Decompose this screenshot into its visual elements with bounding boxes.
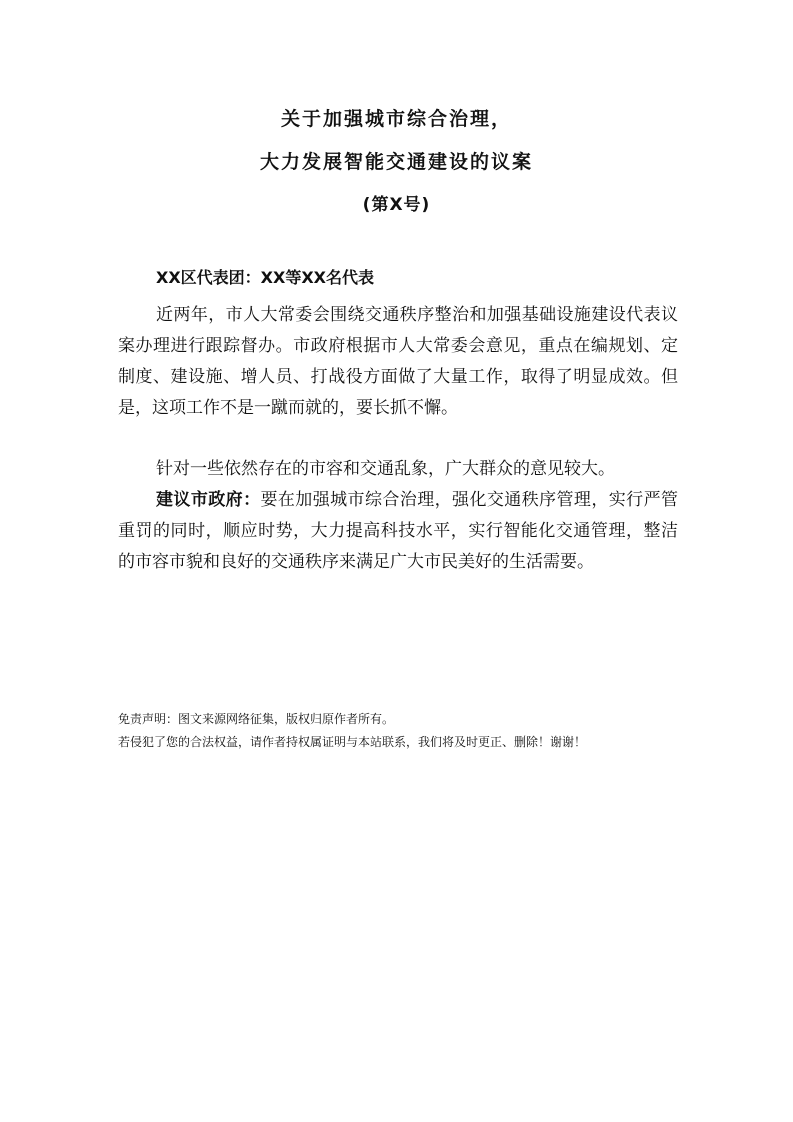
disclaimer-line-2: 若侵犯了您的合法权益，请作者持权属证明与本站联系，我们将及时更正、删除！谢谢！ — [118, 735, 587, 749]
paragraph-3-body: 要在加强城市综合治理，强化交通秩序管理，实行严管重罚的同时，顺应时势，大力提高科技水平，实行智能化交通管理，整洁的市容市貌和良好的交通秩序来满足广大市民美好的生活需要。 — [118, 490, 679, 572]
paragraph-1: 近两年，市人大常委会围绕交通秩序整治和加强基础设施建设代表议案办理进行跟踪督办。市政府根据市人大常委会意见，重点在编规划、定制度、建设施、增人员、打战役方面做了大量工作，取得了明显成效。但是，这项工作不是一蹴而就的，要长抓不懈。 — [118, 305, 678, 418]
paragraph-3 — [118, 485, 678, 578]
title-line-2: 大力发展智能交通建设的议案 — [259, 151, 533, 173]
disclaimer-line-1: 免责声明：图文来源网络征集，版权归原作者所有。 — [118, 712, 395, 726]
title-line-1: 关于加强城市综合治理， — [280, 108, 512, 130]
paragraph-3-lead: 建议市政府： — [156, 490, 261, 510]
proposal-number: (第X号) — [362, 195, 431, 215]
proposer-line: XX区代表团：XX等XX名代表 — [156, 268, 375, 287]
paragraph-2: 针对一些依然存在的市容和交通乱象，广大群众的意见较大。 — [156, 459, 615, 479]
